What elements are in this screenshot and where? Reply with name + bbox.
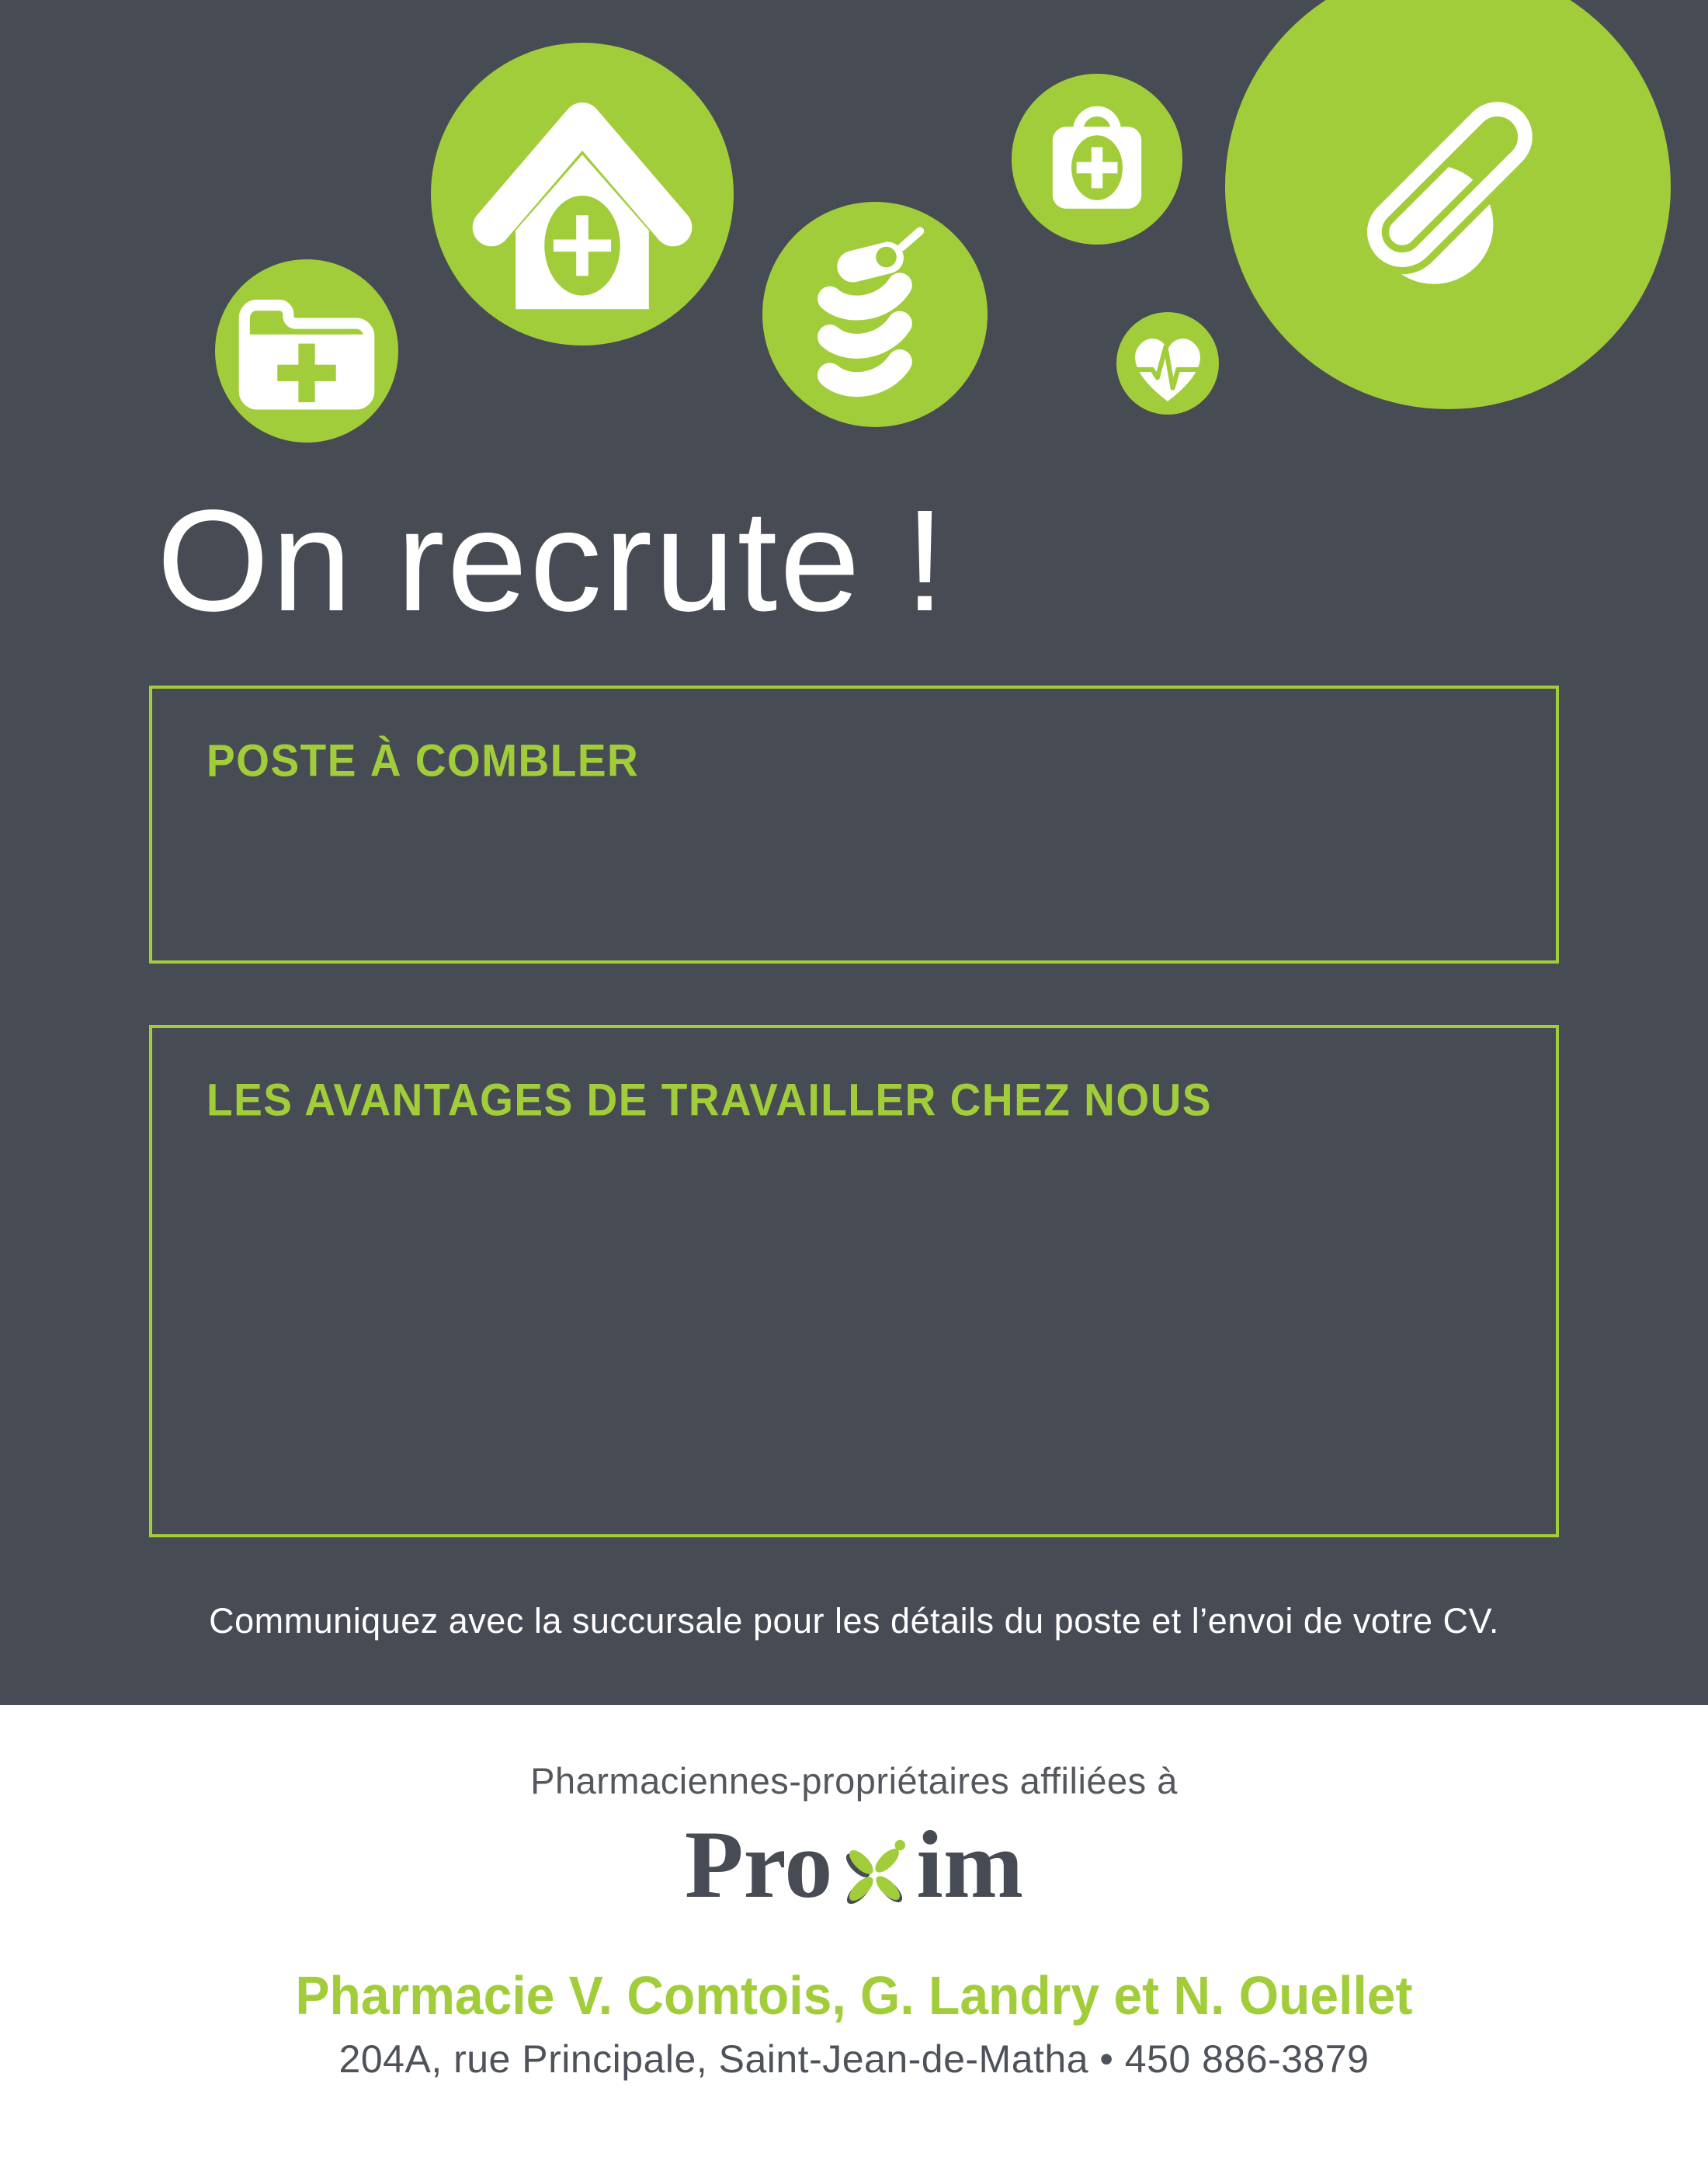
proxim-logo (0, 1811, 1708, 1918)
medical-house-glyph (431, 43, 734, 346)
medical-house-icon (431, 43, 734, 346)
first-aid-kit-icon (1012, 74, 1182, 245)
proxim-x-leaf-icon (834, 1835, 915, 1915)
position-box-label: POSTE À COMBLER (207, 735, 640, 787)
contact-note: Communiquez avec la succursale pour les détails du poste et l’envoi de votre CV. (209, 1601, 1499, 1641)
affiliation-text: Pharmaciennes-propriétaires affiliées à (530, 1760, 1178, 1801)
proxim-logo-suffix: im (916, 1811, 1024, 1918)
benefits-box (149, 1025, 1559, 1537)
caduceus-icon (762, 202, 988, 427)
heart-pulse-icon (1116, 312, 1219, 415)
capsule-pill-glyph (1316, 54, 1580, 318)
caduceus-glyph (762, 202, 988, 427)
poster-title: On recrute ! (157, 481, 948, 641)
folder-plus-glyph (215, 259, 398, 443)
pharmacy-address: 204A, rue Principale, Saint-Jean-de-Matha • 450 886-3879 (338, 2037, 1370, 2082)
position-box (149, 686, 1559, 964)
benefits-box-label: LES AVANTAGES DE TRAVAILLER CHEZ NOUS (207, 1074, 1213, 1126)
pharmacy-name: Pharmacie V. Comtois, G. Landry et N. Ouellet (295, 1965, 1413, 2026)
footer (0, 1705, 1708, 2174)
first-aid-kit-glyph (1012, 74, 1182, 245)
folder-plus-icon (215, 259, 398, 443)
heart-pulse-glyph (1116, 312, 1219, 415)
capsule-pill-icon (1225, 0, 1671, 409)
proxim-logo-prefix: Pro (684, 1811, 833, 1918)
